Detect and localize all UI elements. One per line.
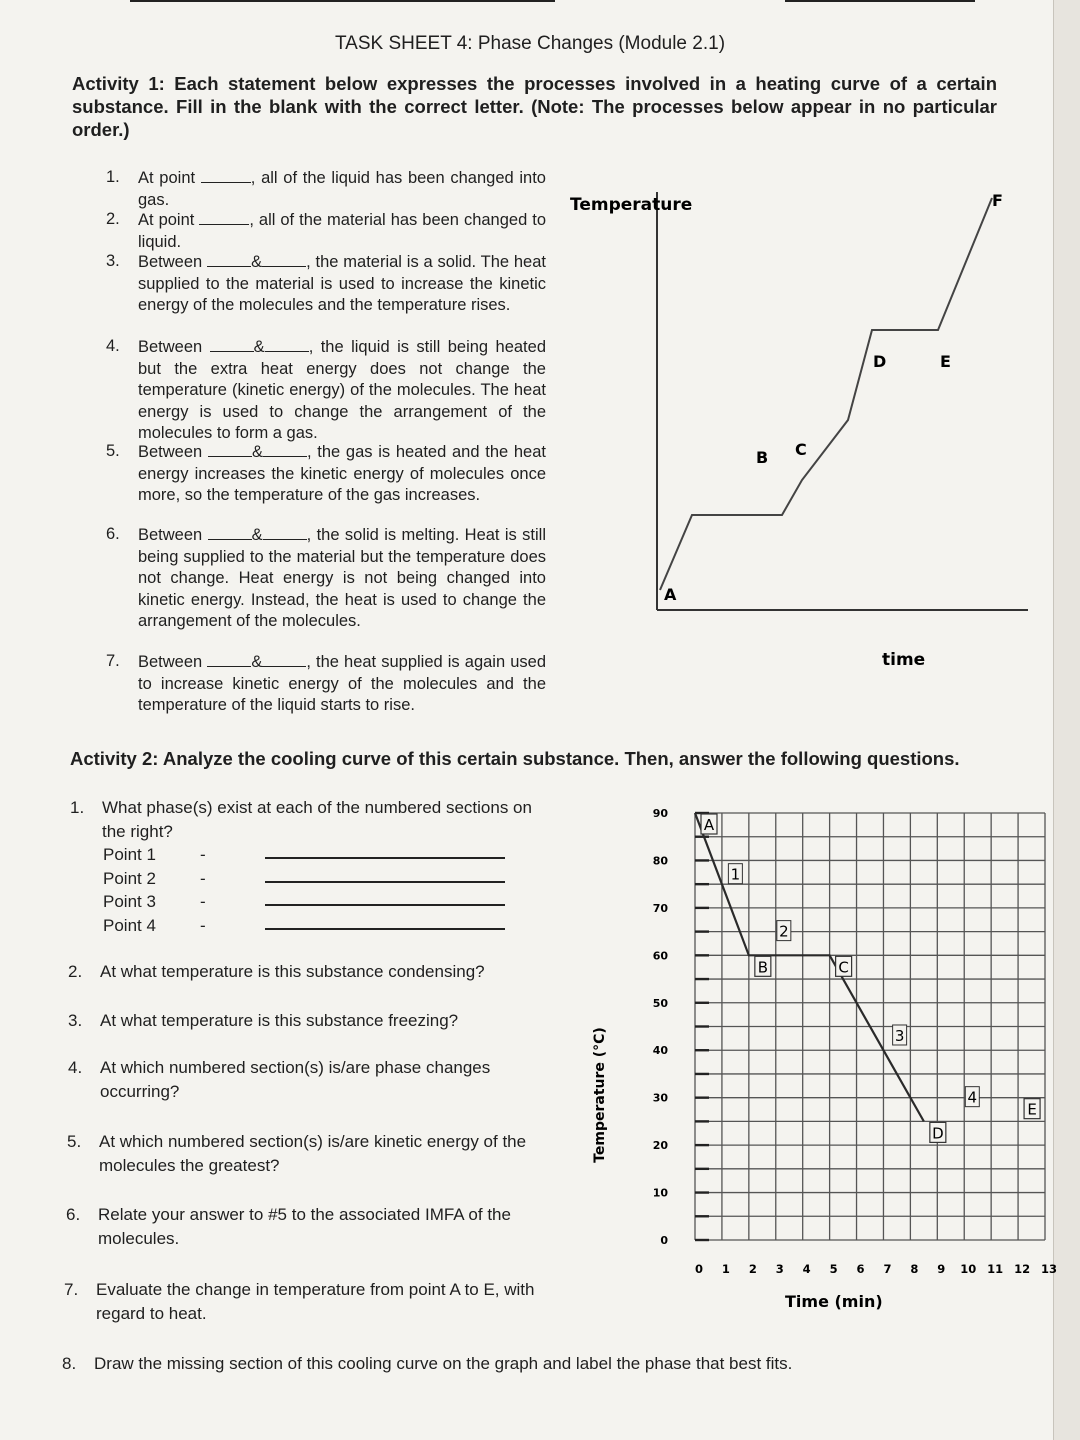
question-text: At what temperature is this substance condensing? <box>100 962 485 981</box>
question-number: 4. <box>68 1058 83 1077</box>
item-pre: At point <box>138 169 196 187</box>
heating-ylabel: Temperature <box>570 195 693 215</box>
y-tick-label: 0 <box>660 1234 668 1247</box>
y-tick-label: 50 <box>652 996 668 1010</box>
item-text: , the heat supplied is again used to increase kinetic energy of the molecules and the temperature of the liquid starts to rise. <box>138 653 546 714</box>
question-text: At which numbered section(s) is/are kinetic energy of the molecules the greatest? <box>99 1132 527 1175</box>
answer-blank[interactable] <box>201 167 251 183</box>
item-text: , the gas is heated and the heat energy increases the kinetic energy of molecules once more, so the temperature of the gas increases. <box>138 443 546 504</box>
ampersand: & <box>251 443 263 461</box>
x-tick-label: 3 <box>775 1262 784 1276</box>
heating-point-label: E <box>940 352 951 371</box>
y-tick-label: 60 <box>652 949 668 963</box>
heating-curve-diagram <box>560 180 1040 690</box>
item-number: 2. <box>106 210 120 228</box>
y-tick-label: 40 <box>652 1044 668 1058</box>
item-number: 1. <box>106 168 120 186</box>
y-tick-label: 80 <box>652 854 668 868</box>
point-label: Point 3 <box>103 892 156 911</box>
item-pre: Between <box>138 253 203 271</box>
item-pre: Between <box>138 526 203 544</box>
x-tick-label: 11 <box>987 1262 1004 1276</box>
question-text: Evaluate the change in temperature from point A to E, with regard to heat. <box>96 1280 535 1323</box>
name-line <box>130 0 555 2</box>
answer-blank[interactable] <box>207 651 251 667</box>
item-number: 5. <box>106 442 120 460</box>
point-label: A <box>703 816 715 834</box>
answer-blank[interactable] <box>210 336 254 352</box>
cooling-curve-chart <box>580 795 1080 1325</box>
x-tick-label: 7 <box>883 1262 892 1276</box>
x-tick-label: 12 <box>1014 1262 1031 1276</box>
ampersand: & <box>251 253 263 271</box>
point-answer-line[interactable] <box>265 881 505 883</box>
point-label: Point 4 <box>103 916 156 935</box>
cooling-curve-line <box>695 813 924 1121</box>
item-number: 6. <box>106 525 120 543</box>
ampersand: & <box>251 526 263 544</box>
heating-point-label: F <box>992 191 1003 210</box>
item-text: , the liquid is still being heated but the extra heat energy does not change the temperature (kinetic energy) of the molecules. The heat energy is used to change the arrangement of the molecules to form a gas. <box>138 338 546 442</box>
question-number: 2. <box>68 962 83 981</box>
item-pre: Between <box>138 653 203 671</box>
item-text: , the solid is melting. Heat is still being supplied to the material but the temperature does not change. Heat energy is not being changed into kinetic energy. Instead, the heat is used to change the arrangement of the molecules. <box>138 526 546 630</box>
heating-point-label: C <box>795 440 807 459</box>
question-number: 3. <box>68 1011 83 1030</box>
answer-blank[interactable] <box>199 209 249 225</box>
x-tick-label: 10 <box>960 1262 977 1276</box>
item-number: 7. <box>106 652 120 670</box>
section-label: 1 <box>730 865 741 884</box>
section-line <box>785 0 975 2</box>
x-tick-label: 13 <box>1040 1262 1058 1276</box>
x-tick-label: 0 <box>694 1262 704 1276</box>
x-axis-label: Time (min) <box>785 1292 883 1311</box>
question-number: 8. <box>62 1354 77 1373</box>
x-tick-label: 4 <box>802 1262 811 1276</box>
question-text: Relate your answer to #5 to the associated IMFA of the molecules. <box>98 1205 511 1248</box>
item-pre: Between <box>138 338 203 356</box>
question-number: 5. <box>67 1132 82 1151</box>
y-axis-label: Temperature (°C) <box>592 1027 608 1163</box>
point-label: D <box>932 1124 944 1143</box>
heating-xlabel: time <box>882 650 926 670</box>
point-label: E <box>1027 1100 1037 1119</box>
item-number: 3. <box>106 252 120 270</box>
x-tick-label: 6 <box>856 1262 865 1276</box>
answer-blank[interactable] <box>207 251 251 267</box>
y-tick-label: 20 <box>652 1139 668 1153</box>
answer-blank[interactable] <box>208 441 252 457</box>
y-tick-label: 10 <box>652 1186 668 1200</box>
heating-point-label: D <box>873 352 887 371</box>
activity2-instructions: Activity 2: Analyze the cooling curve of this certain substance. Then, answer the following questions. <box>70 748 960 769</box>
answer-blank[interactable] <box>262 251 306 267</box>
ampersand: & <box>251 653 263 671</box>
heating-curve-line <box>660 198 992 590</box>
answer-blank[interactable] <box>263 524 307 540</box>
item-text: , all of the material has been changed to liquid. <box>138 211 546 251</box>
section-label: 3 <box>894 1026 905 1045</box>
point-label: B <box>757 958 768 977</box>
heating-point-label: A <box>664 585 677 604</box>
question-number: 7. <box>64 1280 79 1299</box>
heating-point-label: B <box>756 448 769 467</box>
point-answer-line[interactable] <box>265 904 505 906</box>
point-answer-line[interactable] <box>265 928 505 930</box>
item-text: , the material is a solid. The heat supplied to the material is used to increase the kinetic energy of the molecules and the temperature rises. <box>138 253 546 314</box>
item-text: , all of the liquid has been changed into gas. <box>138 169 546 209</box>
point-dash: - <box>200 869 206 888</box>
question-number: 6. <box>66 1205 81 1224</box>
point-dash: - <box>200 916 206 935</box>
x-tick-label: 8 <box>910 1262 919 1276</box>
item-pre: At point <box>138 211 195 229</box>
page-title: TASK SHEET 4: Phase Changes (Module 2.1) <box>334 33 726 54</box>
section-label: 4 <box>967 1088 978 1107</box>
y-tick-label: 90 <box>652 807 668 820</box>
item-pre: Between <box>138 443 203 461</box>
y-tick-label: 30 <box>652 1091 668 1105</box>
x-tick-label: 1 <box>721 1262 730 1276</box>
x-tick-label: 2 <box>748 1262 757 1276</box>
x-tick-label: 9 <box>937 1262 946 1276</box>
y-tick-label: 70 <box>652 901 668 915</box>
x-tick-label: 5 <box>829 1262 838 1276</box>
point-label: Point 1 <box>103 845 156 864</box>
answer-blank[interactable] <box>263 441 307 457</box>
question-number: 1. <box>70 798 85 817</box>
point-dash: - <box>200 892 206 911</box>
question-text: At what temperature is this substance freezing? <box>100 1011 459 1030</box>
point-label: Point 2 <box>103 869 156 888</box>
question-text: Draw the missing section of this cooling curve on the graph and label the phase that best fits. <box>94 1354 793 1373</box>
question-text: What phase(s) exist at each of the numbered sections on the right? <box>102 798 532 841</box>
answer-blank[interactable] <box>208 524 252 540</box>
item-number: 4. <box>106 337 120 355</box>
activity1-instructions: Activity 1: Each statement below expresses the processes involved in a heating curve of a certain substance. Fill in the blank with the correct letter. (Note: The processes below appear in no particular order.) <box>72 73 997 140</box>
question-text: At which numbered section(s) is/are phase changes occurring? <box>100 1058 491 1101</box>
point-dash: - <box>200 845 206 864</box>
ampersand: & <box>253 338 265 356</box>
section-label: 2 <box>779 922 789 941</box>
point-label: C <box>838 958 849 977</box>
answer-blank[interactable] <box>265 336 309 352</box>
point-answer-line[interactable] <box>265 857 505 859</box>
answer-blank[interactable] <box>262 651 306 667</box>
